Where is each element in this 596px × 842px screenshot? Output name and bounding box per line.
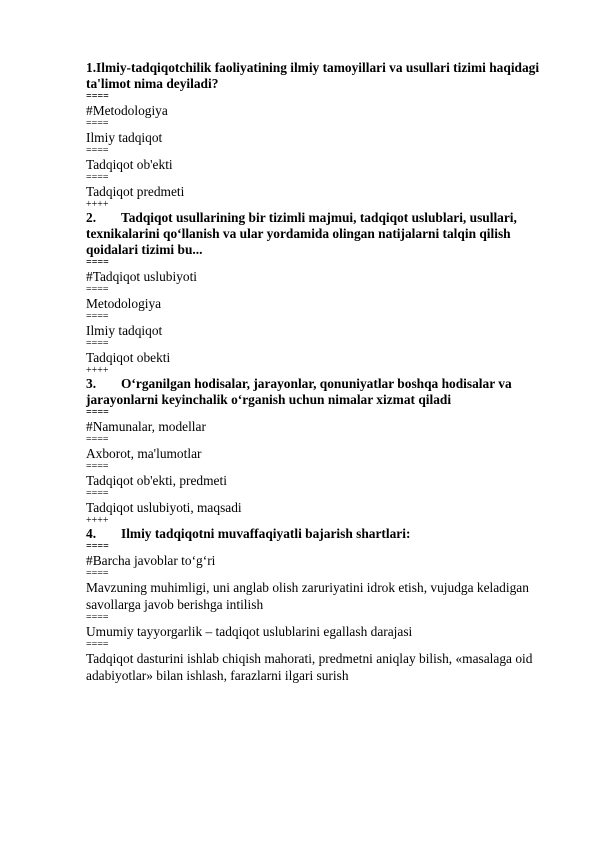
answer-option: Tadqiqot uslubiyoti, maqsadi [86,500,242,515]
separator: ==== [86,461,109,472]
question-4 [86,526,556,542]
separator: ==== [86,338,109,349]
answer-option: #Barcha javoblar to‘g‘ri [86,553,216,568]
question-number: 2. [86,210,97,225]
answer-option: Metodologiya [86,296,162,311]
separator: ==== [86,568,109,579]
question-number: 1. [86,60,97,75]
answer-option: #Namunalar, modellar [86,419,206,434]
separator: ==== [86,118,109,129]
separator: ==== [86,91,109,102]
separator: ==== [86,311,109,322]
answer-option: Tadqiqot ob'ekti, predmeti [86,473,227,488]
answer-option: Mavzuning muhimligi, uni anglab olish zaruriyatini idrok etish, vujudga keladigan savollarga javob berishga intilish [86,580,529,612]
separator: ==== [86,434,109,445]
question-3 [86,376,556,408]
separator: ==== [86,145,109,156]
terminator: ++++ [86,365,109,376]
answer-option: Ilmiy tadqiqot [86,130,163,145]
question-number: 3. [86,376,97,391]
document-page [86,60,556,684]
answer-option: #Metodologiya [86,103,168,118]
question-text: O‘rganilgan hodisalar, jarayonlar, qonuniyatlar boshqa hodisalar va jarayonlarni keyinchalik o‘rganish uchun nimalar xizmat qiladi [86,376,512,407]
question-1 [86,60,556,92]
separator: ==== [86,639,109,650]
question-text: Ilmiy-tadqiqotchilik faoliyatining ilmiy tamoyillari va usullari tizimi haqidagi ta'limot nima deyiladi? [86,60,540,91]
separator: ==== [86,284,109,295]
question-text: Tadqiqot usullarining bir tizimli majmui, tadqiqot uslublari, usullari, texnikalarini qo‘llanish va ular yordamida olingan natijalarni talqin qilish qoidalari tizimi bu... [86,210,517,257]
separator: ==== [86,612,109,623]
question-number: 4. [86,526,97,541]
terminator: ++++ [86,199,109,210]
separator: ==== [86,407,109,418]
answer-option: Tadqiqot predmeti [86,184,185,199]
answer-option: #Tadqiqot uslubiyoti [86,269,198,284]
separator: ==== [86,488,109,499]
separator: ==== [86,172,109,183]
terminator: ++++ [86,515,109,526]
question-text: Ilmiy tadqiqotni muvaffaqiyatli bajarish shartlari: [121,526,411,541]
answer-option: Tadqiqot obekti [86,350,171,365]
answer-option: Umumiy tayyorgarlik – tadqiqot uslublarini egallash darajasi [86,624,413,639]
answer-option: Ilmiy tadqiqot [86,323,163,338]
question-2 [86,210,556,258]
answer-option: Tadqiqot ob'ekti [86,157,173,172]
separator: ==== [86,257,109,268]
separator: ==== [86,541,109,552]
answer-option: Axborot, ma'lumotlar [86,446,202,461]
answer-option: Tadqiqot dasturini ishlab chiqish mahorati, predmetni aniqlay bilish, «masalaga oid adabiyotlar» bilan ishlash, farazlarni ilgari surish [86,651,533,683]
